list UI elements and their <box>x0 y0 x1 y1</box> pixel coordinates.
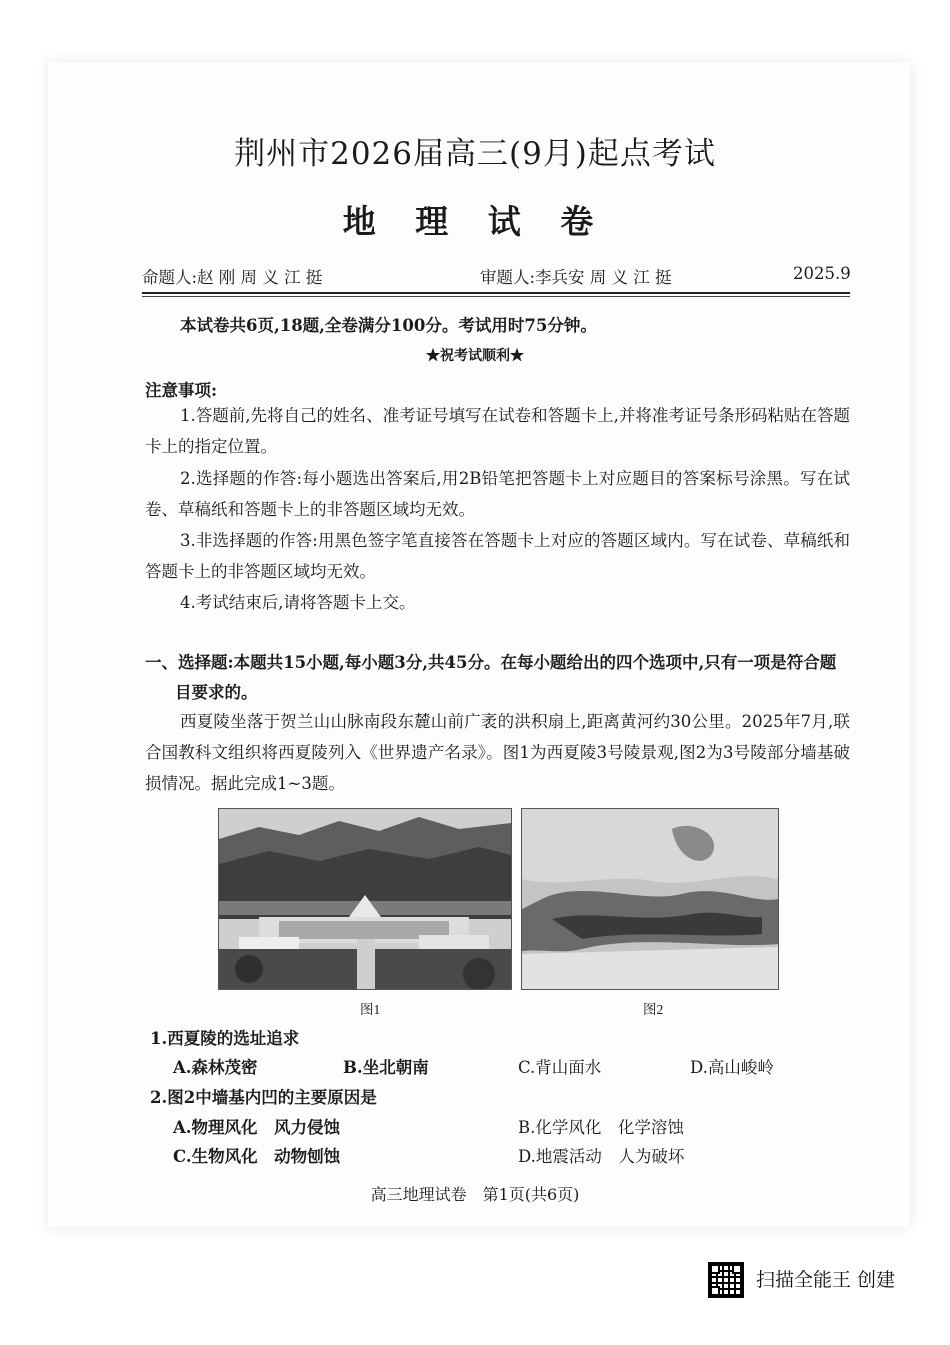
header-divider-thin <box>142 296 850 297</box>
reviewers-line: 审题人:李兵安 周 义 江 挺 <box>480 268 672 287</box>
qr-code-icon <box>708 1262 744 1298</box>
notice-item: 4.考试结束后,请将答题卡上交。 <box>180 593 416 612</box>
exam-date: 2025.9 <box>793 264 851 283</box>
page-footer: 高三地理试卷 第1页(共6页) <box>370 1185 580 1204</box>
notice-heading: 注意事项: <box>145 381 218 400</box>
subject-title: 地 理 试 卷 <box>342 202 608 241</box>
figure-2-wall-base-photo <box>521 808 779 990</box>
option-d: D.地震活动 人为破坏 <box>518 1147 685 1166</box>
option-c: C.背山面水 <box>518 1058 602 1077</box>
option-a: A.物理风化 风力侵蚀 <box>173 1118 341 1137</box>
figure-1-caption: 图1 <box>360 1002 381 1017</box>
option-b: B.坐北朝南 <box>343 1058 429 1077</box>
question-stem: 2.图2中墙基内凹的主要原因是 <box>150 1088 377 1107</box>
question-intro: 西夏陵坐落于贺兰山山脉南段东麓山前广袤的洪积扇上,距离黄河约30公里。2025年7月,联合国教科文组织将西夏陵列入《世界遗产名录》。图1为西夏陵3号陵景观,图2为3号陵部分墙基破损情况。据此完成1~3题。 <box>145 712 850 793</box>
question-stem: 1.西夏陵的选址追求 <box>150 1029 300 1048</box>
option-c: C.生物风化 动物刨蚀 <box>173 1147 341 1166</box>
notice-item: 3.非选择题的作答:用黑色签字笔直接答在答题卡上对应的答题区域内。写在试卷、草稿纸和答题卡上的非答题区域均无效。 <box>145 531 850 581</box>
section-heading: 一、选择题:本题共15小题,每小题3分,共45分。在每小题给出的四个选项中,只有一项是符合题目要求的。 <box>145 653 837 702</box>
option-d: D.高山峻岭 <box>690 1058 774 1077</box>
authors-line: 命题人:赵 刚 周 义 江 挺 <box>142 268 323 287</box>
option-b: B.化学风化 化学溶蚀 <box>518 1118 684 1137</box>
exam-title: 荆州市2026届高三(9月)起点考试 <box>234 136 716 172</box>
good-luck-banner: ★祝考试顺利★ <box>426 348 524 364</box>
notice-item: 1.答题前,先将自己的姓名、准考证号填写在试卷和答题卡上,并将准考证号条形码粘贴在答题卡上的指定位置。 <box>145 406 850 456</box>
scanner-watermark-text: 扫描全能王 创建 <box>756 1269 896 1291</box>
figure-1-mausoleum-photo <box>218 808 512 990</box>
header-divider <box>142 292 850 294</box>
exam-info: 本试卷共6页,18题,全卷满分100分。考试用时75分钟。 <box>180 316 597 335</box>
option-a: A.森林茂密 <box>173 1058 258 1077</box>
figure-2-caption: 图2 <box>643 1002 664 1017</box>
notice-item: 2.选择题的作答:每小题选出答案后,用2B铅笔把答题卡上对应题目的答案标号涂黑。写在试卷、草稿纸和答题卡上的非答题区域均无效。 <box>145 469 850 519</box>
